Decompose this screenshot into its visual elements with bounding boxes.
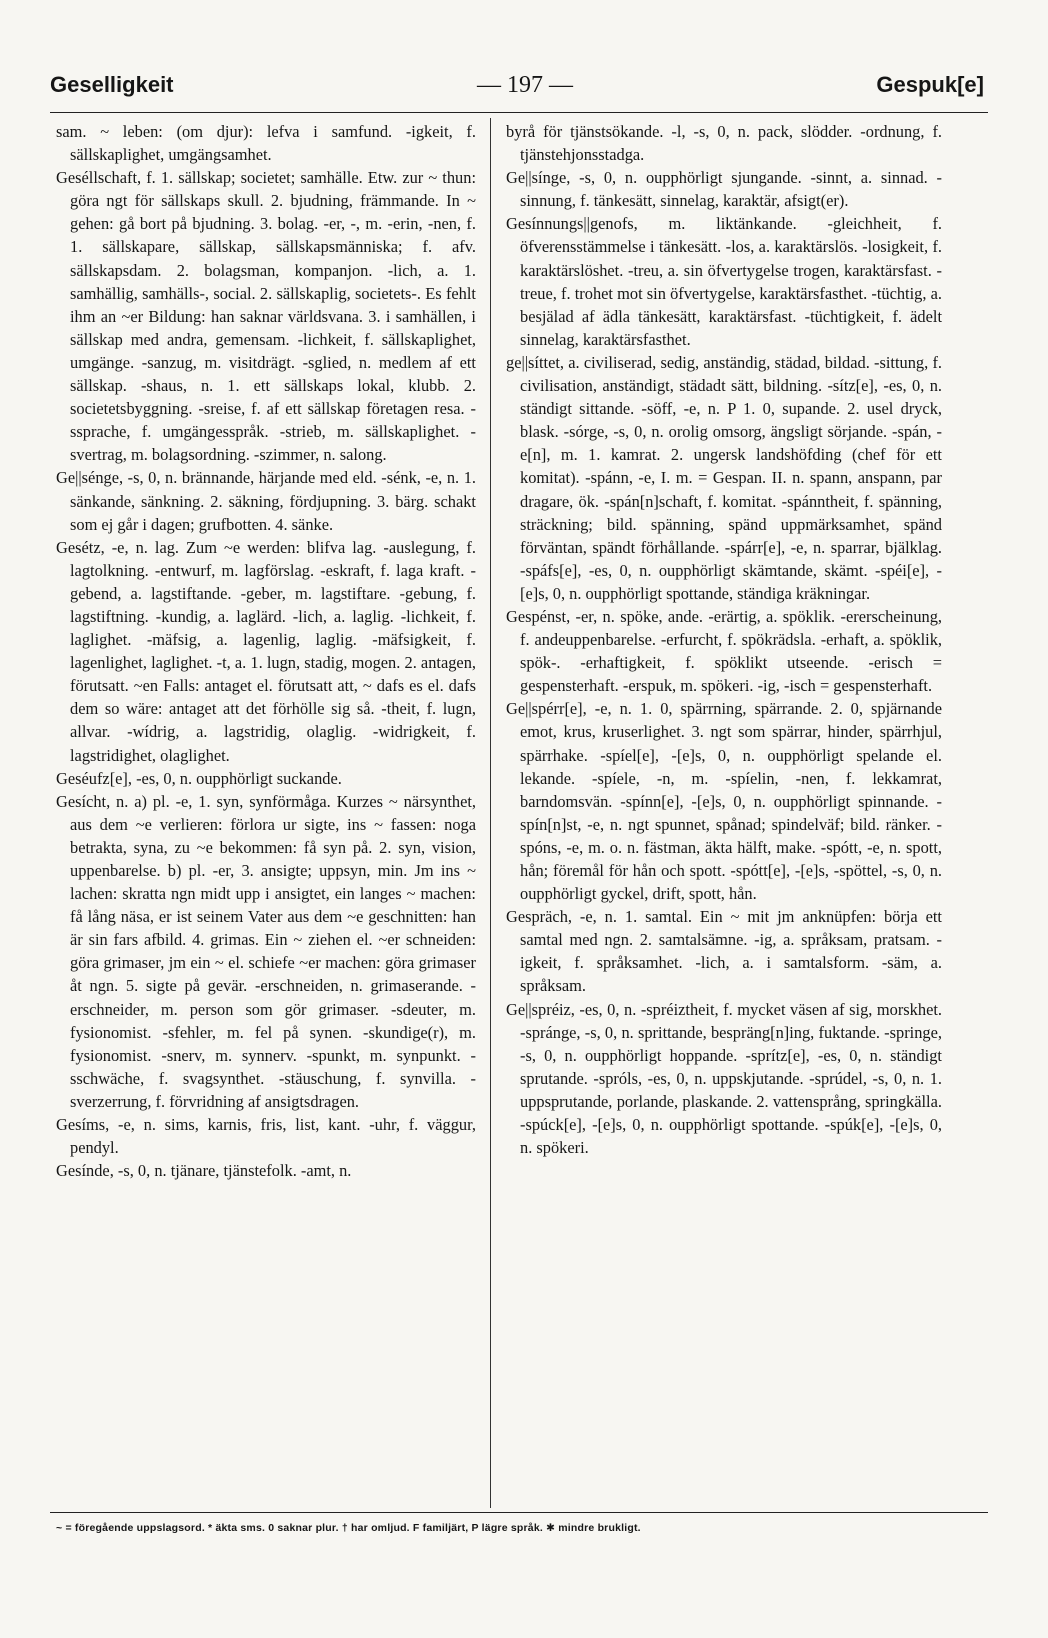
- entry: Ge||sínge, -s, 0, n. oupphörligt sjungande. -sinnt, a. sinnad. -sinnung, f. tänkesätt, sinnelag, karaktär, afsigt(er).: [506, 168, 942, 211]
- entry: Gesícht, n. a) pl. -e, 1. syn, synförmåga. Kurzes ~ närsynthet, aus dem ~e verlieren: förlora ur sigte, ins ~ fassen: noga betrakta, syna, zu ~e bekommen: få syn på. 2. syn, vision, uppenbarelse. b) pl. -er, 3. ansigte; uppsyn, min. Jm ins ~ lachen: skratta ngn midt upp i ansigtet, ein langes ~ machen: få lång näsa, er ist seinem Vater aus dem ~e geschnitten: han är sin fars afbild. 4. grimas. Ein ~ ziehen el. ~er schneiden: göra grimaser, jm ein ~ el. schiefe ~er machen: göra grimaser åt ngn. 5. sigte på gevär. -erschneiden, n. grimaserande. -erschneider, m. person som gör grimaser. -sdeuter, m. fysionomist. -sfehler, m. fel på synen. -skundige(r), m. fysionomist. -snerv, m. synnerv. -spunkt, m. synpunkt. -sschwäche, f. svagsynthet. -stäuschung, f. synvilla. -sverzerrung, f. förvridning af ansigtsdragen.: [56, 791, 476, 1111]
- header-left-word: Geselligkeit: [50, 72, 174, 97]
- header-right-word: Gespuk[e]: [876, 72, 984, 97]
- header-rule: [50, 112, 988, 113]
- footer-rule: [50, 1512, 988, 1513]
- entry: Ge||spréiz, -es, 0, n. -spréiztheit, f. mycket väsen af sig, morskhet. -spránge, -s, 0, n. sprittande, bespräng[n]ing, fuktande. -springe, -s, 0, n. oupphörligt hoppande. -sprítz[e], -es, 0, n. ständigt sprutande. -spróls, -es, 0, n. uppskjutande. -sprúdel, -s, 0, n. 1. uppsprutande, porlande, plaskande. 2. vattensprång, springkälla. -spúck[e], -[e]s, 0, n. oupphörligt spottande. -spúk[e], -[e]s, 0, n. spökeri.: [506, 999, 942, 1158]
- entry: Gesétz, -e, n. lag. Zum ~e werden: blifva lag. -auslegung, f. lagtolkning. -entwurf, m. lagförslag. -eskraft, f. laga kraft. -gebend, a. lagstiftande. -geber, m. lagstiftare. -gebung, f. lagstiftning. -kundig, a. laglärd. -lich, a. laglig. -lichkeit, f. laglighet. -mäfsig, a. lagenlig, laglig. -mäfsigkeit, f. lagenlighet, laglighet. -t, a. 1. lugn, stadig, mogen. 2. antagen, förutsatt. ~en Falls: antaget el. förutsatt att, ~ dafs es el. dafs dem so wäre: antaget att det förhölle sig så. -theit, f. lugn, allvar. -wídrig, a. lagstridig, olaglig. -widrigkeit, f. lagstridighet, olaglighet.: [56, 537, 476, 765]
- entry: Ge||spérr[e], -e, n. 1. 0, spärrning, spärrande. 2. 0, spjärnande emot, krus, kruserlighet. 3. ngt som spärrar, hinder, spärrhjul, spärrhake. -spíel[e], -[e]s, 0, n. oupphörligt spelande el. lekande. -spíele, -n, m. -spíelin, -nen, f. lekkamrat, barndomsvän. -spínn[e], -[e]s, 0, n. oupphörligt spinnande. -spín[n]st, -e, n. ngt spunnet, spånad; spindelväf; bild. ränker. -spóns, -e, m. o. n. fästman, äkta hälft, make. -spótt, -e, n. spott, hån; föremål för hån och spott. -spótt[e], -[e]s, -spöttel, -s, 0, n. oupphörligt gyckel, drift, spott, hån.: [506, 699, 942, 904]
- entry: Geséllschaft, f. 1. sällskap; societet; samhälle. Etw. zur ~ thun: göra ngt för sällskaps skull. 2. bjudning, främmande. In ~ gehen: gå bort på bjudning. 3. bolag. -er, -, m. -erin, -nen, f. 1. sällskapare, sällskap, sällskapsmänniska; f. afv. sällskapsdam. 2. bolagsman, kompanjon. -lich, a. 1. samhällig, samhälls-, social. 2. sällskaplig, societets-. Es fehlt ihm an ~er Bildung: han saknar världsvana. 3. i samhällen, i sällskap med andra, gemensam. -lichkeit, f. sällskaplighet, umgänge. -sanzug, m. visitdrägt. -sglied, n. medlem af ett sällskap. -shaus, n. 1. ett sällskaps lokal, klubb. 2. societetsbyggning. -sreise, f. af ett sällskap företagen resa. -ssprache, f. umgängesspråk. -strieb, m. sällskaplighet. -svertrag, m. bolagsordning. -szimmer, n. salong.: [56, 168, 476, 465]
- entry: byrå för tjänstsökande. -l, -s, 0, n. pack, slödder. -ordnung, f. tjänstehjonsstadga.: [506, 122, 942, 165]
- entry: sam. ~ leben: (om djur): lefva i samfund. -igkeit, f. sällskaplighet, umgängsamhet.: [56, 122, 476, 165]
- entry: Geséufz[e], -es, 0, n. oupphörligt suckande.: [56, 768, 342, 788]
- left-column: [56, 120, 476, 1505]
- entry: ge||síttet, a. civiliserad, sedig, anständig, städad, bildad. -sittung, f. civilisation, anständigt, städadt sätt, bildning. -sítz[e], -es, 0, n. ständigt sittande. -söff, -e, n. P 1. 0, supande. 2. usel dryck, blask. -sórge, -s, 0, n. orolig omsorg, ängsligt sörjande. -spán, -e[n], m. 1. kamrat. 2. ungersk landshöfding (chef för ett komitat). -spánn, -e, I. m. = Gespan. II. n. spann, anspann, par dragare, ök. -spán[n]schaft, f. komitat. -spánntheit, f. spänning, sträckning; bild. spänning, spänd uppmärksamhet, spänd förväntan, spändt förhållande. -spárr[e], -e, n. sparrar, bjälklag. -spáfs[e], -es, 0, n. oupphörligt skämtande, skämt. -spéi[e], -[e]s, 0, n. oupphörligt spottande, ständiga kräkningar.: [506, 352, 942, 603]
- entry: Gespénst, -er, n. spöke, ande. -erärtig, a. spöklik. -ererscheinung, f. andeuppenbarelse. -erfurcht, f. spökrädsla. -erhaft, a. spöklik, spök-. -erhaftigkeit, f. spöklikt utseende. -erisch = gespensterhaft. -erspuk, m. spökeri. -ig, -isch = gespensterhaft.: [506, 606, 942, 696]
- right-column: [506, 120, 942, 1505]
- abbreviation-key: ~ = föregående uppslagsord. * äkta sms. 0 saknar plur. † har omljud. F familjärt, P lägre språk. ✱ mindre brukligt.: [56, 1522, 641, 1534]
- entry: Gesínnungs||genofs, m. liktänkande. -gleichheit, f. öfverensstämmelse i tänkesätt. -los, a. karaktärslös. -losigkeit, f. karaktärslöshet. -treu, a. sin öfvertygelse trogen, karaktärsfast. -treue, f. trohet mot sin öfvertygelse, karaktärsfasthet. -tüchtig, a. besjälad af ädla tänkesätt, karaktärsfast. -tüchtigkeit, f. ädelt sinnelag, karaktärsfasthet.: [506, 214, 942, 349]
- column-divider: [490, 118, 491, 1508]
- entry: Gesíms, -e, n. sims, karnis, fris, list, kant. -uhr, f. väggur, pendyl.: [56, 1115, 476, 1158]
- entry: Gespräch, -e, n. 1. samtal. Ein ~ mit jm anknüpfen: börja ett samtal med ngn. 2. samtalsämne. -ig, a. språksam, pratsam. -igkeit, f. språksamhet. -lich, a. i samtalsform. -säm, a. språksam.: [506, 907, 942, 996]
- entry: Gesínde, -s, 0, n. tjänare, tjänstefolk. -amt, n.: [56, 1161, 352, 1181]
- page-header: [50, 72, 984, 108]
- entry: Ge||sénge, -s, 0, n. brännande, härjande med eld. -sénk, -e, n. 1. sänkande, sänkning. 2. säkning, fördjupning. 3. bärg. schakt som ej går i dagen; grufbotten. 4. sänke.: [56, 468, 476, 534]
- page-number: — 197 —: [476, 72, 573, 98]
